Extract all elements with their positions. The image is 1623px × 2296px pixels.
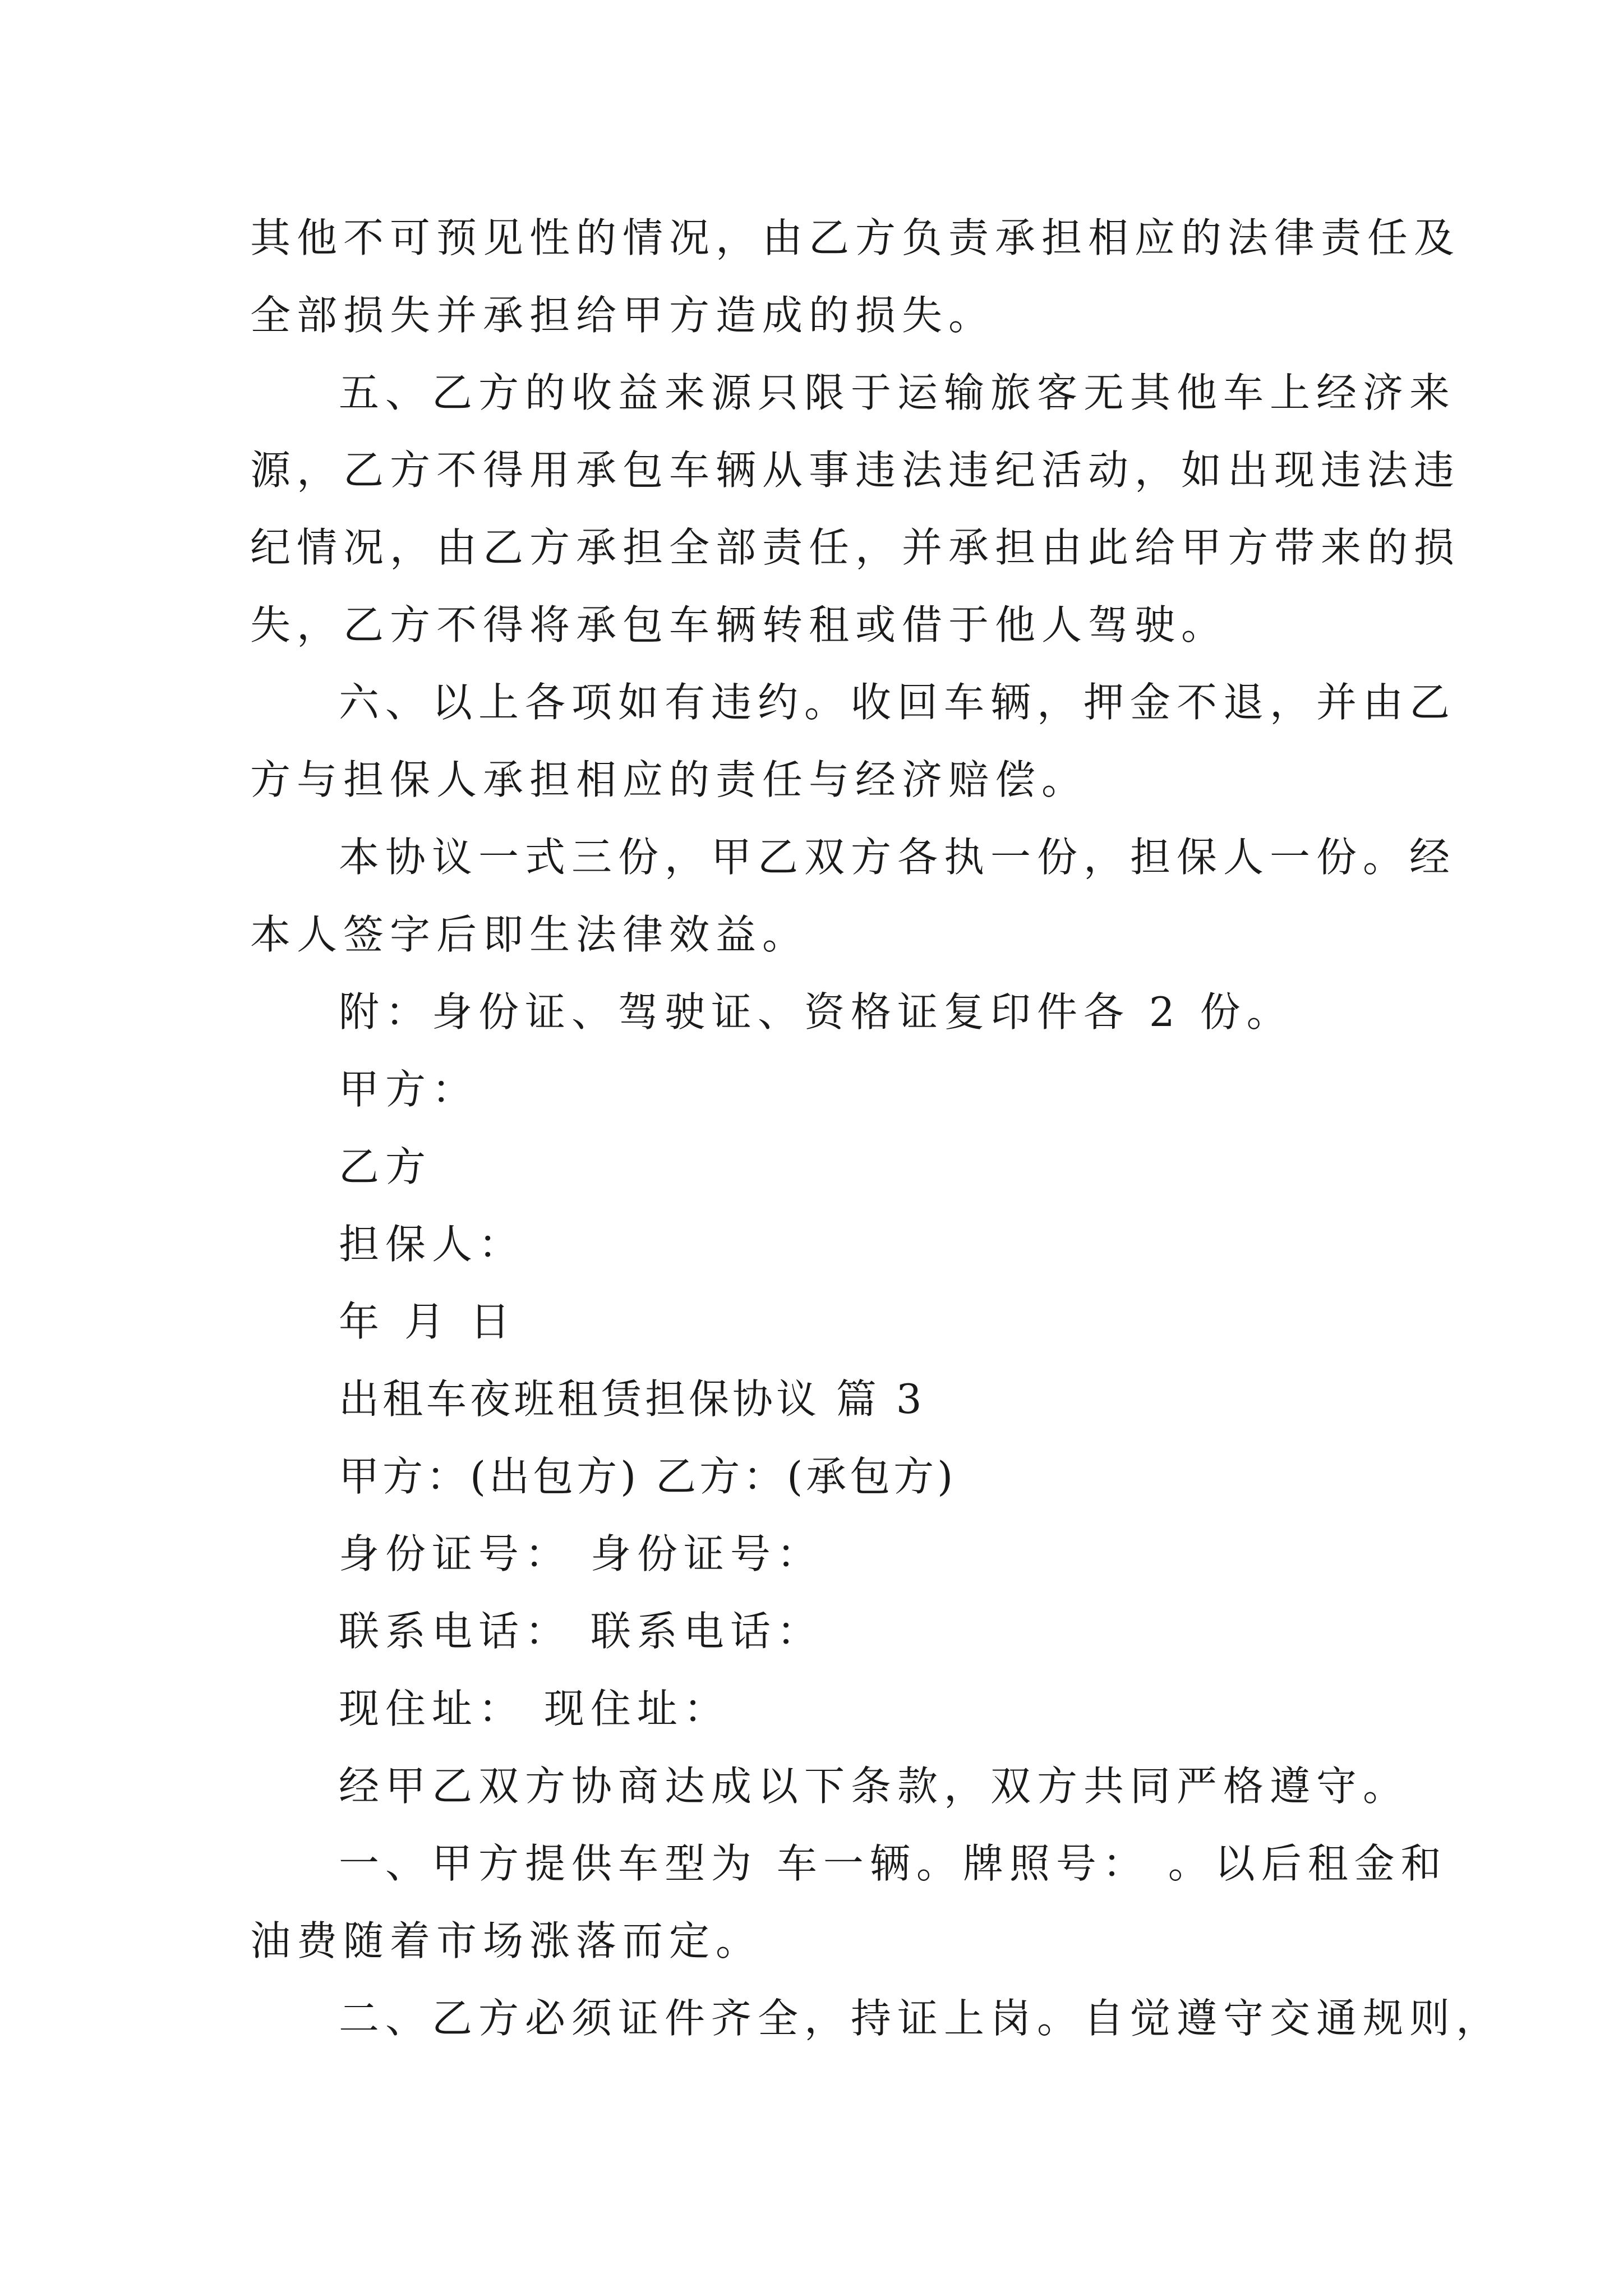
date-line: 年 月 日: [339, 1298, 517, 1345]
party-b-signature-label: 乙方: [339, 1143, 432, 1190]
document-body: [250, 199, 1503, 2057]
paragraph-line: 源，乙方不得用承包车辆从事违法违纪活动，如出现违法违: [250, 447, 1461, 494]
paragraph-line: 一、甲方提供车型为 车一辆。牌照号： 。以后租金和: [339, 1840, 1447, 1887]
paragraph-line: 五、乙方的收益来源只限于运输旅客无其他车上经济来: [339, 369, 1456, 416]
guarantor-signature-label: 担保人：: [339, 1221, 525, 1268]
address-line: 现住址： 现住址：: [339, 1685, 730, 1732]
paragraph-line: 其他不可预见性的情况，由乙方负责承担相应的法律责任及: [250, 214, 1461, 261]
attachment-note: 附：身份证、驾驶证、资格证复印件各 2 份。: [339, 988, 1293, 1036]
paragraph-line: 油费随着市场涨落而定。: [250, 1917, 763, 1964]
paragraph-line: 二、乙方必须证件齐全，持证上岗。自觉遵守交通规则，: [339, 1995, 1503, 2042]
paragraph-line: 方与担保人承担相应的责任与经济赔偿。: [250, 756, 1089, 803]
paragraph-line: 本协议一式三份，甲乙双方各执一份，担保人一份。经: [339, 834, 1456, 881]
paragraph-line: 纪情况，由乙方承担全部责任，并承担由此给甲方带来的损: [250, 524, 1461, 571]
paragraph-line: 全部损失并承担给甲方造成的损失。: [250, 292, 995, 339]
phone-line: 联系电话： 联系电话：: [339, 1608, 823, 1655]
parties-line: 甲方：(出包方) 乙方：(承包方): [339, 1453, 957, 1500]
paragraph-line: 六、以上各项如有违约。收回车辆，押金不退，并由乙: [339, 679, 1456, 726]
paragraph-line: 失，乙方不得将承包车辆转租或借于他人驾驶。: [250, 601, 1228, 648]
section-title: 出租车夜班租赁担保协议 篇 3: [339, 1375, 925, 1423]
paragraph-line: 本人签字后即生法律效益。: [250, 911, 809, 958]
paragraph-line: 经甲乙双方协商达成以下条款，双方共同严格遵守。: [339, 1763, 1410, 1810]
id-number-line: 身份证号： 身份证号：: [339, 1530, 823, 1577]
party-a-signature-label: 甲方：: [339, 1066, 479, 1113]
